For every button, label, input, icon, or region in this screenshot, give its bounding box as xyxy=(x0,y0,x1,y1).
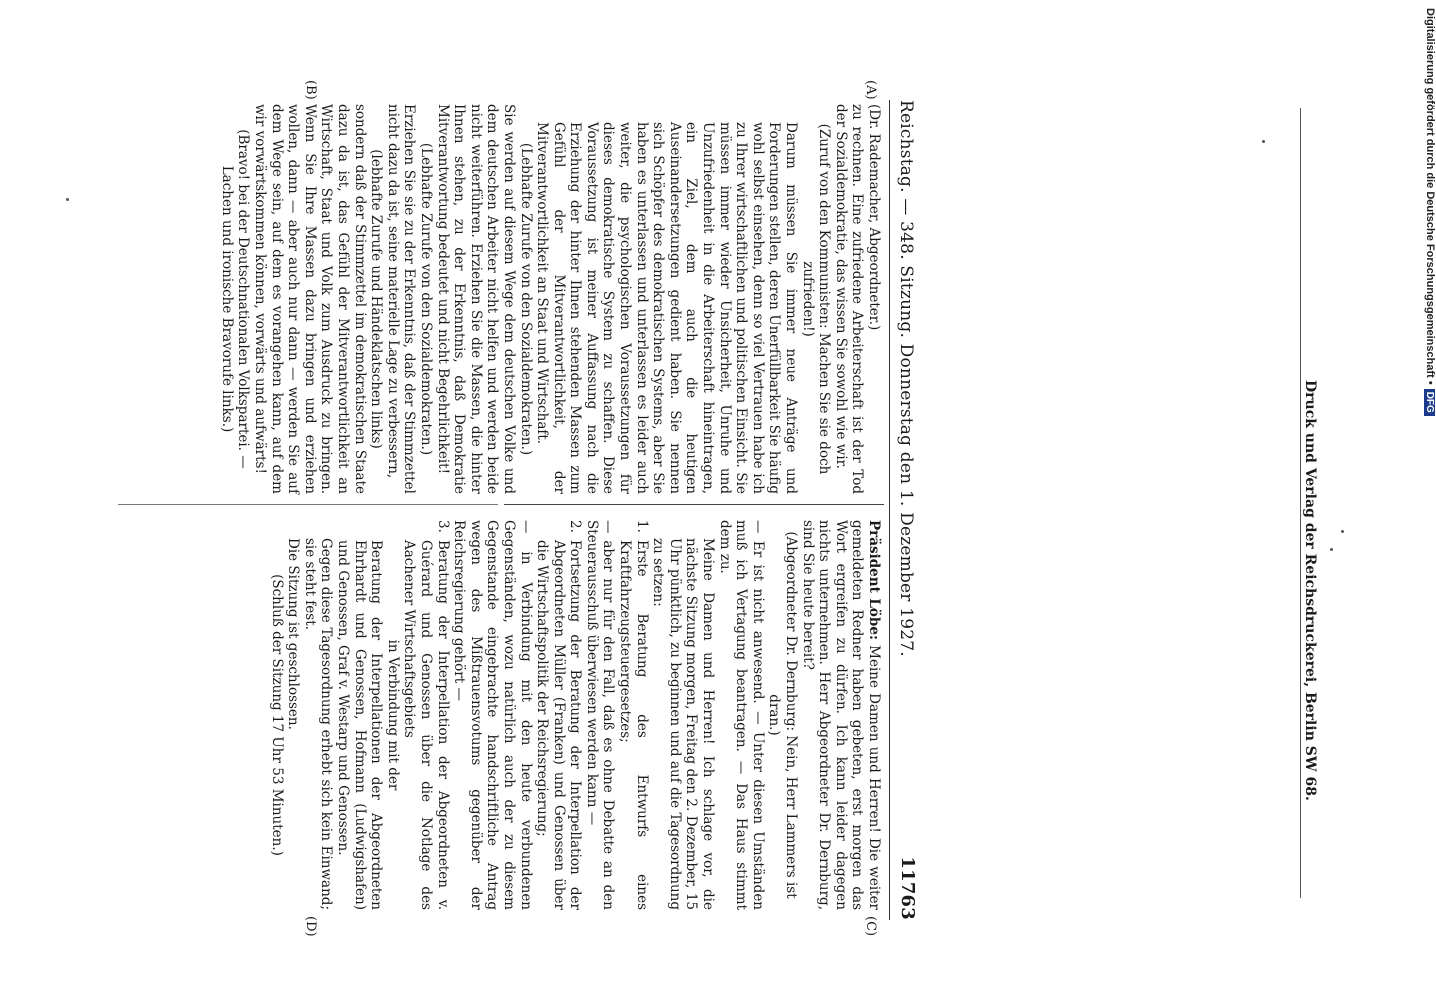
interjection: (Bravo! bei der Deutschnationalen Volkspartei. — Lachen und ironische Bravorufe links.) xyxy=(218,129,252,469)
paragraph: — Er ist nicht anwesend. — Unter diesen Umständen muß ich Vertagung beantragen. — Das Haus stimmt dem zu. xyxy=(716,520,766,910)
paragraph: — in Verbindung mit den heute verbundenen Gegenständen, wozu natürlich auch der zu diesem Gegenstande eingebrachte handschriftliche Antrag wegen des Mißtrauensvotums gegenüber der Reichsregierung gehört — xyxy=(451,520,534,910)
scan-speck xyxy=(1262,140,1265,143)
dfg-logo: DFG xyxy=(1424,389,1435,416)
digitization-note xyxy=(1424,8,1436,416)
paragraph: — aber nur für den Fall, daß es ohne Debatte an den Steuerausschuß überwiesen werden kann — xyxy=(583,520,617,910)
interjection: (lebhafte Zurufe und Händeklatschen links) xyxy=(368,149,385,449)
paragraph: zu rechnen. Eine zufriedene Arbeiterschaft ist der Tod der Sozialdemokratie, das wissen Sie sowohl wie wir. xyxy=(832,104,866,494)
header-title: Reichstag. — 348. Sitzung. Donnerstag den 1. Dezember 1927. xyxy=(896,100,916,657)
paragraph: sondern daß der Stimmzettel im demokratischen Staate dazu da ist, das Gefühl der Mitverantwortlichkeit an Wirtschaft, Staat und Volk zum Ausdruck zu bringen. Wenn Sie Ihre Massen dazu bringen und erziehen wollen, dann — aber auch nur dann — werden Sie auf dem Wege sein, auf dem es vorangehen kann, auf dem wir vorwärtskommen können, vorwärts und aufwärts! xyxy=(252,104,368,494)
agenda-item-text: Beratung der Interpellationen der Abgeordneten Ehrhardt und Genossen, Hofmann (Ludwigshafen) und Genossen, Graf v. Westarp und Genossen. xyxy=(335,540,385,910)
connector-text: in Verbindung mit der xyxy=(384,639,401,791)
interjection: (Zuruf von den Kommunisten: Machen Sie sie doch zufrieden!) xyxy=(799,123,833,475)
scan-speck xyxy=(1330,548,1333,551)
running-header xyxy=(892,100,918,920)
agenda-item-number: 2. xyxy=(567,520,584,533)
speaker-reference: (Dr. Rademacher, Abgeordneter.) xyxy=(866,104,882,331)
agenda-item-text: Beratung der Interpellation der Abgeordneten v. Guérard und Genossen über die Notlage des Aachener Wirtschaftsgebiets xyxy=(401,540,451,910)
paragraph: Die Sitzung ist geschlossen. xyxy=(285,538,302,730)
margin-marker-c: (C) xyxy=(863,916,878,937)
rotated-page xyxy=(118,80,918,940)
scan-speck xyxy=(66,198,69,201)
paragraph: Meine Damen und Herren! Ich schlage vor, die nächste Sitzung morgen, Freitag den 2. Dezember, 15 Uhr pünktlich, zu beginnen und auf die Tagesordnung zu setzen: xyxy=(650,538,717,910)
printer-footer: Druck und Verlag der Reichsdruckerei, Berlin SW 68. xyxy=(1302,380,1318,801)
margin-marker-b: (B) xyxy=(303,80,318,100)
speaker-name: Präsident Löbe: xyxy=(866,520,882,640)
header-rule xyxy=(889,100,890,920)
paragraph: Gegen diese Tagesordnung erhebt sich kein Einwand; sie steht fest. xyxy=(301,538,335,910)
agenda-item-3-continued xyxy=(334,520,384,910)
left-column xyxy=(218,104,882,494)
agenda-item-3 xyxy=(401,520,451,910)
scan-speck xyxy=(1341,530,1344,533)
agenda-item-text: Fortsetzung der Beratung der Interpellation der Abgeordneten Müller (Franken) und Genossen über die Wirtschaftspolitik der Reichsregierung; xyxy=(534,540,584,910)
right-column xyxy=(268,520,882,910)
paragraph: Meine Damen und Herren! Die weiter gemeldeten Redner haben gebeten, erst morgen das Wort ergreifen zu dürfen. Ich kann leider dagegen nichts unternehmen. Herr Abgeordneter Dr. Dernburg, sind Sie heute bereit? xyxy=(799,520,882,911)
agenda-item-text: Erste Beratung des Entwurfs eines Kraftfahrzeugsteuergesetzes; xyxy=(617,540,650,910)
column-divider-top xyxy=(504,504,884,505)
column-divider-bottom xyxy=(118,504,498,505)
margin-marker-d: (D) xyxy=(303,916,318,937)
page-number: 11763 xyxy=(897,856,918,920)
paragraph: Darum müssen Sie immer neue Anträge und Forderungen stellen, deren Unerfüllbarkeit Sie häufig wohl selbst einsehen, denn so viel Vertrauen habe ich zu Ihrer wirtschaftlichen und politischen Einsicht. Sie müssen immer wieder Unsicherheit, Unruhe und Unzufriedenheit in die Arbeiterschaft hineintragen, ein Ziel, dem auch die heutigen Auseinandersetzungen gedient haben. Sie nennen sich Schöpfer des demokratischen Systems, aber Sie haben es unterlassen und unterlassen es leider auch weiter, die psychologischen Voraussetzungen für dieses demokratische System zu schaffen. Diese Voraussetzung ist meiner Auffassung nach die Erziehung der hinter Ihnen stehenden Massen zum Gefühl der Mitverantwortlichkeit, der Mitverantwortlichkeit an Staat und Wirtschaft. xyxy=(534,122,800,494)
interjection: (Lebhafte Zurufe von den Sozialdemokraten.) xyxy=(517,142,534,456)
digitization-text: Digitalisierung gefördert durch die Deutsche Forschungsgemeinschaft • xyxy=(1424,8,1436,385)
paragraph: Erziehen Sie sie zu der Erkenntnis, daß der Stimmzettel nicht dazu da ist, seine materielle Lage zu verbessern, xyxy=(384,104,418,494)
interjection: (Abgeordneter Dr. Dernburg: Nein, Herr Lammers ist dran.) xyxy=(766,531,800,899)
agenda-item-2 xyxy=(534,520,584,910)
agenda-item-number: 3. xyxy=(434,520,451,533)
closing-note: (Schluß der Sitzung 17 Uhr 53 Minuten.) xyxy=(268,574,285,856)
interjection: (Lebhafte Zurufe von den Sozialdemokraten.) xyxy=(417,142,434,456)
agenda-item-1 xyxy=(617,520,650,910)
footer-rule xyxy=(1300,108,1301,898)
paragraph: Sie werden auf diesem Wege dem deutschen Volke und dem deutschen Arbeiter nicht helfen und werden beide nicht weiterführen. Erziehen Sie die Massen, die hinter Ihnen stehen, zu der Erkenntnis, daß Demokratie Mitverantwortung bedeutet und nicht Begehrlichkeit! xyxy=(434,104,517,494)
agenda-item-number: 1. xyxy=(633,520,650,533)
margin-marker-a: (A) xyxy=(863,80,878,100)
